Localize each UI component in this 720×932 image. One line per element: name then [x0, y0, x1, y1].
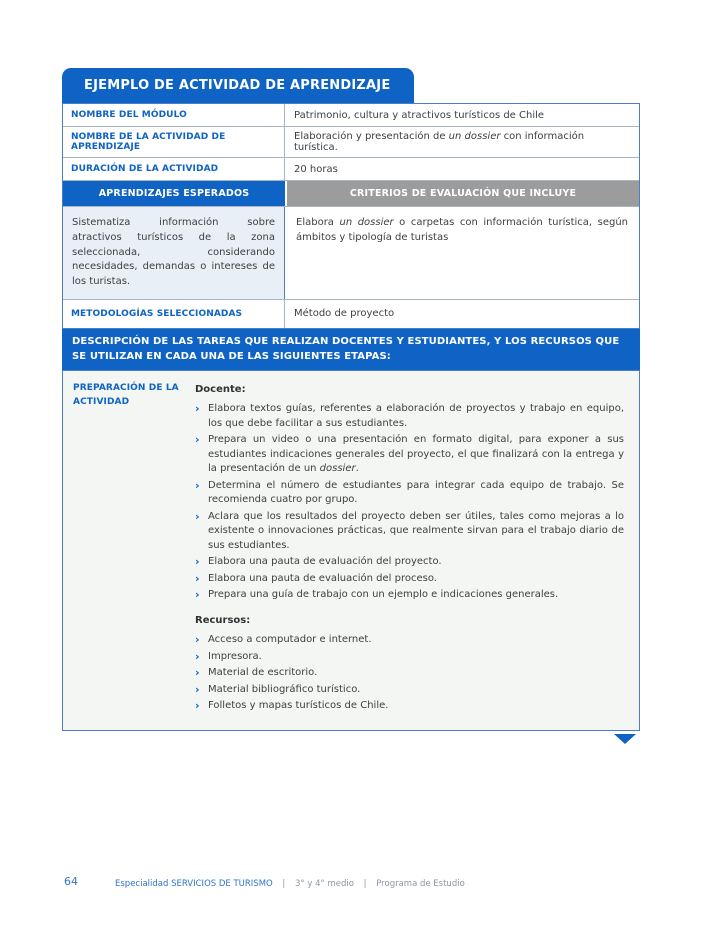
- bullet-icon: ›: [195, 433, 200, 447]
- list-item-text: Folletos y mapas turísticos de Chile.: [208, 700, 389, 712]
- activity-name-label: NOMBRE DE LA ACTIVIDAD DE APRENDIZAJE: [63, 127, 285, 157]
- continuation-arrow-icon: [614, 734, 636, 744]
- module-name-text: Patrimonio, cultura y atractivos turísticos de Chile: [294, 109, 545, 121]
- list-item-text: Impresora.: [208, 650, 262, 662]
- footer-separator: |: [282, 879, 286, 889]
- footer-specialty: Especialidad SERVICIOS DE TURISMO: [115, 879, 273, 889]
- learning-criteria-row: [63, 207, 639, 300]
- list-item-text: Prepara una guía de trabajo con un ejemplo e indicaciones generales.: [208, 589, 559, 601]
- footer-program: Programa de Estudio: [376, 879, 465, 889]
- activity-name-row: [63, 127, 639, 158]
- module-name-value: [285, 104, 639, 126]
- module-info-table: [62, 103, 640, 329]
- list-item: [195, 402, 624, 431]
- criteria-header-row: [63, 181, 639, 207]
- list-item-text: Aclara que los resultados del proyecto deben ser útiles, tales como mejoras a lo existente o innovaciones prácticas, que realmente sirvan para el trabajo diario de sus estudiantes.: [208, 510, 624, 551]
- activity-name-value: [285, 127, 639, 157]
- footer: [115, 879, 465, 889]
- list-item: [195, 572, 624, 587]
- list-item: [195, 650, 624, 665]
- methodologies-value: [285, 300, 639, 328]
- list-item: [195, 555, 624, 570]
- list-item: [195, 683, 624, 698]
- stage-label: PREPARACIÓN DE LA ACTIVIDAD: [73, 382, 179, 407]
- list-item-text: Elabora una pauta de evaluación del proceso.: [208, 572, 437, 584]
- bullet-icon: ›: [195, 649, 200, 663]
- teacher-heading: Docente:: [195, 383, 246, 395]
- duration-row: [63, 158, 639, 181]
- activity-example-tab: [62, 68, 414, 103]
- duration-value: [285, 158, 639, 180]
- expected-learning-header: APRENDIZAJES ESPERADOS: [63, 181, 285, 206]
- module-name-row: [63, 104, 639, 127]
- evaluation-criteria-header: CRITERIOS DE EVALUACIÓN QUE INCLUYE: [285, 181, 639, 206]
- list-item: [195, 510, 624, 554]
- list-item: [195, 479, 624, 508]
- list-item-text: Material de escritorio.: [208, 667, 318, 679]
- bullet-icon: ›: [195, 509, 200, 523]
- stage-content: [183, 382, 624, 716]
- duration-label: DURACIÓN DE LA ACTIVIDAD: [63, 158, 285, 180]
- module-name-label: NOMBRE DEL MÓDULO: [63, 104, 285, 126]
- list-item-text: Acceso a computador e internet.: [208, 634, 372, 646]
- preparation-section: [62, 370, 640, 731]
- list-item: [195, 433, 624, 477]
- bullet-icon: ›: [195, 402, 200, 416]
- list-item-text: Elabora textos guías, referentes a elaboración de proyectos y trabajo en equipo, los que debe facilitar a sus estudiantes.: [208, 403, 624, 429]
- evaluation-criteria-cell: Elabora un dossier o carpetas con información turística, según ámbitos y tipología de turistas: [285, 207, 639, 299]
- bullet-icon: ›: [195, 699, 200, 713]
- bullet-icon: ›: [195, 555, 200, 569]
- activity-table: [62, 103, 640, 731]
- tasks-description-banner: DESCRIPCIÓN DE LAS TAREAS QUE REALIZAN DOCENTES Y ESTUDIANTES, Y LOS RECURSOS QUE SE UTILIZAN EN CADA UNA DE LAS SIGUIENTES ETAPAS:: [62, 329, 640, 370]
- methodologies-row: [63, 300, 639, 328]
- list-item-text: Material bibliográfico turístico.: [208, 683, 361, 695]
- duration-text: 20 horas: [294, 163, 338, 175]
- bullet-icon: ›: [195, 571, 200, 585]
- resources-heading: Recursos:: [195, 614, 251, 626]
- list-item-text: Determina el número de estudiantes para integrar cada equipo de trabajo. Se recomienda cuatro por grupo.: [208, 479, 624, 506]
- methodologies-text: Método de proyecto: [294, 308, 395, 320]
- expected-learning-cell: Sistematiza información sobre atractivos turísticos de la zona seleccionada, considerando necesidades, demandas o intereses de los turistas.: [63, 207, 285, 299]
- footer-grade: 3° y 4° medio: [295, 879, 354, 889]
- list-item: [195, 666, 624, 681]
- list-item: [195, 588, 624, 603]
- list-item-text: Elabora una pauta de evaluación del proyecto.: [208, 556, 442, 568]
- footer-separator: |: [363, 879, 367, 889]
- activity-example-title: EJEMPLO DE ACTIVIDAD DE APRENDIZAJE: [84, 78, 391, 93]
- bullet-icon: ›: [195, 588, 200, 602]
- methodologies-label: METODOLOGÍAS SELECCIONADAS: [63, 300, 285, 328]
- bullet-icon: ›: [195, 682, 200, 696]
- activity-name-text: Elaboración y presentación de un dossier con información turística.: [294, 131, 585, 153]
- bullet-icon: ›: [195, 478, 200, 492]
- list-item: [195, 633, 624, 648]
- bullet-icon: ›: [195, 633, 200, 647]
- list-item-text: Prepara un video o una presentación en formato digital, para exponer a sus estudiantes indicaciones generales del proyecto, el que finalizará con la entrega y la presentación de un dossier.: [208, 434, 624, 475]
- list-item: [195, 699, 624, 714]
- bullet-icon: ›: [195, 666, 200, 680]
- page-number: 64: [64, 875, 78, 888]
